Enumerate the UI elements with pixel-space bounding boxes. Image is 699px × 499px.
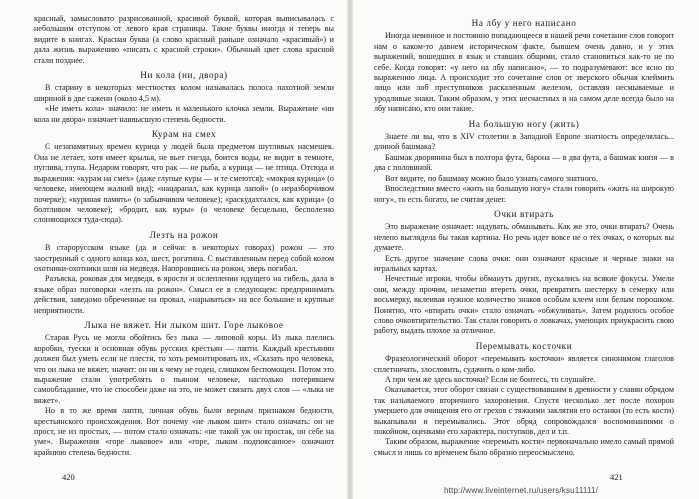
paragraph: В старину в некоторых местностях колом называлась полоса пахотной земли шириной в две сажени (около 4,5 м). <box>34 83 334 103</box>
right-page <box>374 14 674 458</box>
section-heading: Очки втирать <box>494 208 554 219</box>
watermark-url: http://www.liveinternet.ru/users/ksu11111/ <box>444 486 599 495</box>
paragraph: А при чем же здесь косточки? Если не боитесь, то слушайте. <box>385 375 596 384</box>
section-heading: На лбу у него написано <box>471 18 577 28</box>
section-heading: Курам на смех <box>151 129 217 140</box>
section-heading: Ни кола (ни, двора) <box>140 70 228 81</box>
paragraph: Впоследствии вместо «жить на большую ногу» стали говорить «жить на широкую ногу», то есть богато, не считая денег. <box>374 184 674 204</box>
paragraph: В старорусском языке (да и сейчас в некоторых говорах) рожон — это заостренный с одного конца кол, шест, рогатина. С выставленным перед собой колом охотники-охотники шли на медведя. Напоровшись на рожон, зверь погибал. <box>34 243 334 273</box>
paragraph: Вот видите, по башмаку можно было узнать самого знатного. <box>385 173 598 183</box>
paragraph: Есть другое значение слова очки: они означают красные и черные знаки на игральных картах. <box>374 253 674 273</box>
paragraph: Это выражение означает: надувать, обманывать. Как же это, очки втирать? Очень нелепо выглядела бы такая картина. Но речь идет вовсе не о тех очках, о которых вы думаете. <box>374 222 674 253</box>
paragraph: Знаете ли вы, что в XIV столетии в Западной Европе знатность определялась... длиной башмака? <box>374 132 674 152</box>
left-page-number: 420 <box>62 472 75 482</box>
section-heading: На большую ногу (жить) <box>468 118 580 129</box>
paragraph: Башмак дворянина был в полтора фута, барона — в два фута, а башмак князя — в два с половиной. <box>374 152 674 173</box>
paragraph: С незапамятных времен курица у людей была предметом шутливых насмешек. Она не летает, хотя имеет крылья, не вьет гнезда, боится воды, не видит в темноте, пуглива, глупа. Недаром говорят, что рак — не рыба, а курица — не птица. Отсюда и выражения: «курам на смех» (даже глупые куры — и те смеются); «мокрая курица» (о человеке, имеющем жалкий вид); «нацарапал, как курица лапой» (о неразборчивом почерке); «куриная память» (о забывчивом человеке); «раскудахтался, как курица» (о болтливом человеке); «бродит, как куры» (о человеке бесцельно, бесполезно слоняющихся туда-сюда). <box>34 142 334 225</box>
paragraph: Старая Русь не могла обойтись без лыка — липовой коры. Из лыка плелись коробки, туески и основная обувь русских крестьян — лапти. Каждый крестьянин должен был уметь если не плести, то хоть ремонтировать их. «Сказать про человека, что он лыка не вяжет, значит: он ни к чему не годен, слишком беспомощен. Потом это выражение стали употреблять о пьяном человеке, настолько потерявшем самообладание, что не способен даже на это, не может связать двух слов — «лыка не вяжет». <box>34 333 334 405</box>
section-heading: Перемывать косточки <box>475 340 573 351</box>
section-heading: Лезть на рожон <box>149 229 219 240</box>
paragraph: «Не иметь кола» значило: не иметь и маленького клочка земли. Выражение «ни кола ни двора» означает наивысшую степень бедности. <box>34 104 334 124</box>
paragraph: Иногда невинное и постоянно попадающееся в нашей речи сочетание слов говорит нам о каком-то давнем историческом факте, бывшем очень давно, и у этих выражений, вошедших в язык и ставших общими, стало становиться как-то не по себе. Когда говорят: «у него на лбу написано», — то подразумевают: все ясно по выражению лица. А происходит это сочетание слов от зверского обычая клеймить лицо или лоб преступников раскаленным железом, оставляя несмываемые и уродливые знаки. Таким образом, у этих несчастных и на самом деле всегда было на лбу написано, кто они такие. <box>374 31 674 114</box>
paragraph: Оказывается, этот оборот связан с существовавшим в древности у славян обрядом так называемого вторичного захоронения. Спустя несколько лет после похорон умершего для очищения его от грехов с тяжкими заклятия его останки (то есть кости) выкапывали и перемывались. Этот обряд сопровождался воспоминаниями о покойном, оценками его характера, поступков, дел и т.п. <box>374 385 674 437</box>
right-page-number: 421 <box>610 472 623 482</box>
paragraph: Таким образом, выражение «перемыть кости» первоначально имело самый прямой смысл и лишь со временем было образно переосмыслено. <box>374 437 674 457</box>
paragraph: Но в то же время лапти, личная обувь были верным признаком бедности, крестьянского происхождения. Вот почему «не лыком шит» стало означать: он не прост, не из простых, — потом стало означать: «не такой уж он простак, он себе на уме». Выражения «горе лыковое» или «горе, лыком подпоясанное» означают крайнюю степень бедности. <box>34 406 334 457</box>
paragraph: Нечестные игроки, чтобы обмануть других, пускались на всякие фокусы. Умели они, между прочим, незаметно втереть очки, превратить шестерку в семерку или восьмерку, вклеивая нужное количество знаков особым клеем или белым порошком. Понятно, что «втирать очки» стало означать «обжуливать». Затем родилось особое слово очковтирательство. Так стали говорить о ловкачах, умеющих приукрасить свою работу, выдать плохое за отличное. <box>374 274 674 336</box>
section-heading: Лыка не вяжет. Ни лыком шит. Горе лыковое <box>84 319 284 330</box>
paragraph: Разъяска, роковая для медведя, в ярости и ослеплении идущего на гибель, дала в языке образ поговорки «лезть на рожон». Смысл ее в следующем: предпринимать действия, заведомо обреченные на провал, «нарываться» на все большие и крупные неприятности. <box>34 274 334 315</box>
left-page <box>34 14 334 458</box>
paragraph: красный, замысловато разрисованной, красивой буквой, которая выписывалась с небольшим отступом от левого края страницы. Такие буквы иногда и теперь вы видите в книгах. Красная буква (а слово красный раньше означало «красивый») и дала жизнь выражению «писать с красной строки». Обычный цвет слова красной стали позднее. <box>34 14 334 65</box>
paragraph: Фразеологический оборот «перемывать косточки» является синонимом глаголов сплетничать, злословить, судачить о ком-либо. <box>374 354 674 374</box>
book-gutter <box>347 0 353 499</box>
